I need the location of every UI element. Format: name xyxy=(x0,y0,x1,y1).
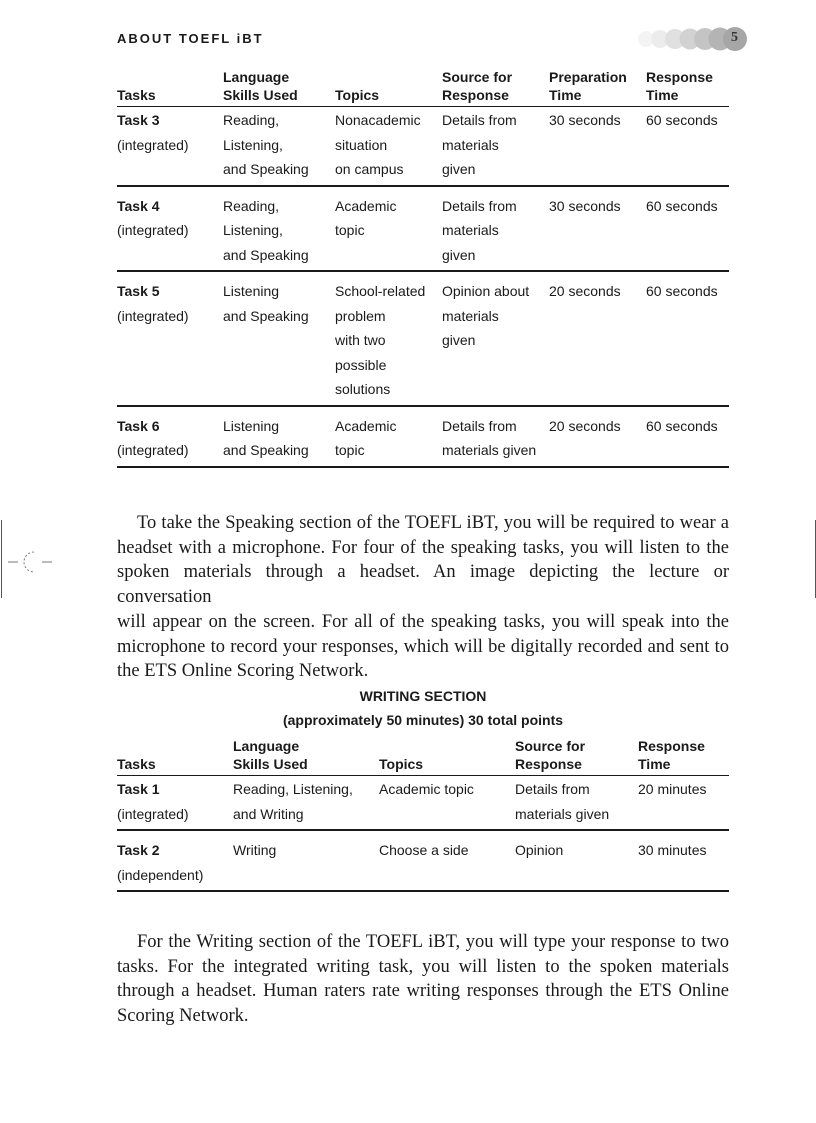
prep-time-cell: 20 seconds xyxy=(549,271,646,406)
speaking-tasks-table xyxy=(117,68,729,468)
skills-cell: Reading, Listening, and Speaking xyxy=(223,107,335,186)
crop-mark-left xyxy=(1,520,2,598)
task-cell: Task 6 (integrated) xyxy=(117,406,223,467)
source-cell: Details from materials given xyxy=(442,406,549,467)
task-cell: Task 2 (independent) xyxy=(117,830,233,891)
col-header-prep-time: Preparation Time xyxy=(549,68,646,107)
table-header-row xyxy=(117,68,729,107)
writing-paragraph xyxy=(117,930,729,1029)
speaking-paragraph xyxy=(117,511,729,684)
source-cell: Opinion xyxy=(515,830,638,891)
topics-cell: Academic topic xyxy=(379,776,515,831)
response-time-cell: 60 seconds xyxy=(646,271,729,406)
col-header-response-time: Response Time xyxy=(638,737,729,776)
table-row xyxy=(117,186,729,272)
skills-cell: Reading, Listening, and Speaking xyxy=(223,186,335,272)
paragraph-line: the ETS Online Scoring Network. xyxy=(117,661,369,682)
source-cell: Details from materials given xyxy=(442,186,549,272)
table-header-row xyxy=(117,737,729,776)
col-header-skills: Language Skills Used xyxy=(233,737,379,776)
topics-cell: School-related problem with two possible solutions xyxy=(335,271,442,406)
skills-cell: Listening and Speaking xyxy=(223,271,335,406)
col-header-topics: Topics xyxy=(379,737,515,776)
paragraph-line: To take the Speaking section of the TOEFL iBT, you will be required to wear a xyxy=(137,513,729,533)
table-row xyxy=(117,776,729,831)
registration-mark-icon xyxy=(8,548,52,576)
paragraph-line: For the Writing section of the TOEFL iBT, you will type your response to two xyxy=(137,932,729,952)
skills-cell: Listening and Speaking xyxy=(223,406,335,467)
paragraph-line: spoken materials through a headset. An image depicting the lecture or conversation xyxy=(117,562,729,608)
topics-cell: Academic topic xyxy=(335,406,442,467)
response-time-cell: 60 seconds xyxy=(646,406,729,467)
response-time-cell: 60 seconds xyxy=(646,107,729,186)
col-header-skills: Language Skills Used xyxy=(223,68,335,107)
prep-time-cell: 30 seconds xyxy=(549,186,646,272)
paragraph-line: headset with a microphone. For four of the speaking tasks, you will listen to the xyxy=(117,537,729,558)
col-header-topics: Topics xyxy=(335,68,442,107)
task-cell: Task 5 (integrated) xyxy=(117,271,223,406)
paragraph-line: through a headset. Human raters rate writing responses through the ETS Online xyxy=(117,981,729,1002)
writing-tasks-table xyxy=(117,737,729,892)
topics-cell: Academic topic xyxy=(335,186,442,272)
paragraph-line: will appear on the screen. For all of the speaking tasks, you will speak into the xyxy=(117,611,729,632)
task-cell: Task 4 (integrated) xyxy=(117,186,223,272)
col-header-response-time: Response Time xyxy=(646,68,729,107)
topics-cell: Nonacademic situation on campus xyxy=(335,107,442,186)
table-row xyxy=(117,271,729,406)
running-head: ABOUT TOEFL iBT xyxy=(117,31,264,46)
task-cell: Task 3 (integrated) xyxy=(117,107,223,186)
paragraph-line: Scoring Network. xyxy=(117,1006,249,1027)
skills-cell: Reading, Listening, and Writing xyxy=(233,776,379,831)
page-number: 5 xyxy=(731,30,738,45)
col-header-tasks: Tasks xyxy=(117,68,223,107)
response-time-cell: 20 minutes xyxy=(638,776,729,831)
skills-cell: Writing xyxy=(233,830,379,891)
source-cell: Details from materials given xyxy=(442,107,549,186)
response-time-cell: 60 seconds xyxy=(646,186,729,272)
col-header-source: Source for Response xyxy=(515,737,638,776)
task-cell: Task 1 (integrated) xyxy=(117,776,233,831)
writing-section-title: WRITING SECTION xyxy=(359,688,487,704)
table-row xyxy=(117,830,729,891)
table-row xyxy=(117,406,729,467)
source-cell: Details from materials given xyxy=(515,776,638,831)
prep-time-cell: 20 seconds xyxy=(549,406,646,467)
paragraph-line: microphone to record your responses, which will be digitally recorded and sent to xyxy=(117,636,729,657)
table-row xyxy=(117,107,729,186)
prep-time-cell: 30 seconds xyxy=(549,107,646,186)
writing-section-subtitle: (approximately 50 minutes) 30 total points xyxy=(282,712,564,728)
col-header-source: Source for Response xyxy=(442,68,549,107)
paragraph-line: tasks. For the integrated writing task, you will listen to the spoken materials xyxy=(117,956,729,977)
col-header-tasks: Tasks xyxy=(117,737,233,776)
topics-cell: Choose a side xyxy=(379,830,515,891)
source-cell: Opinion about materials given xyxy=(442,271,549,406)
response-time-cell: 30 minutes xyxy=(638,830,729,891)
